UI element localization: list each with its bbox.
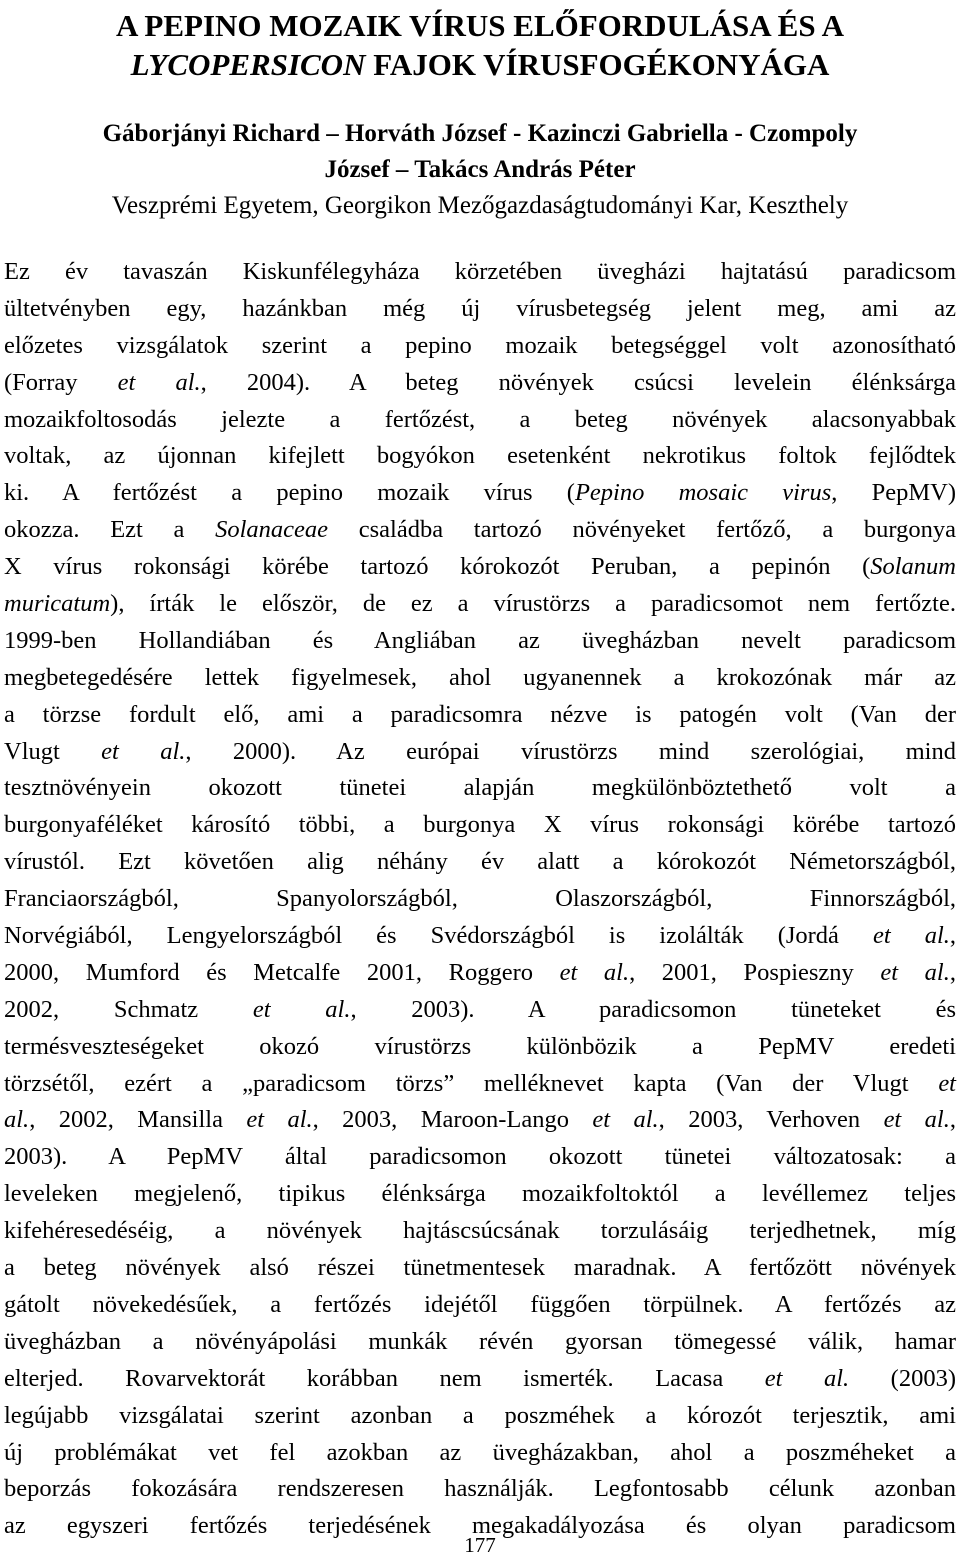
text-line (4, 734, 956, 771)
text-run: Vlugt (4, 737, 102, 765)
italic-citation: et al. (559, 958, 630, 986)
text-line: gátolt növekedésűek, a fertőzés idejétől függően törpülnek. A fertőzés az (4, 1290, 956, 1318)
text-line (4, 365, 956, 402)
italic-species: muricatum (4, 590, 111, 618)
text-line (4, 475, 956, 512)
italic-citation: et al. (101, 737, 186, 765)
text-line: a törzse fordult elő, ami a paradicsomra nézve is patogén volt (Van der (4, 700, 956, 728)
title-line-2-rest: FAJOK VÍRUSFOGÉKONYÁGA (365, 47, 830, 82)
text-line (4, 992, 956, 1029)
text-run: , 2003, Maroon-Lango (312, 1106, 593, 1134)
text-line: Ez év tavaszán Kiskunfélegyháza körzetében üvegházi hajtatású paradicsom (4, 258, 956, 285)
text-line: a beteg növények alsó részei tünetmentesek maradnak. A fertőzött növények (4, 1254, 956, 1282)
text-run: 2002, Schmatz (4, 995, 253, 1023)
text-line: burgonyaféléket károsító többi, a burgonya X vírus rokonsági körébe tartozó (4, 811, 956, 839)
text-run: (2003) (849, 1364, 956, 1392)
body-paragraph (4, 254, 956, 1545)
text-line: 1999-ben Hollandiában és Angliában az üvegházban nevelt paradicsom (4, 626, 956, 654)
author-list (0, 116, 960, 188)
text-line: mozaikfoltosodás jelezte a fertőzést, a beteg növények alacsonyabbak (4, 405, 956, 433)
affiliation: Veszprémi Egyetem, Georgikon Mezőgazdaságtudományi Kar, Keszthely (111, 192, 849, 219)
text-run: , 2002, Mansilla (29, 1106, 247, 1134)
italic-family: Solanaceae (215, 516, 329, 544)
italic-citation: et al. (592, 1106, 659, 1134)
text-run: , (949, 922, 956, 950)
authors-line-1: Gáborjányi Richard – Horváth József - Kazinczi Gabriella - Czompoly (102, 120, 858, 147)
text-line: tesztnövényein okozott tünetei alapján megkülönböztethető volt a (4, 774, 956, 802)
title-line-2 (0, 45, 960, 84)
text-line: új problémákat vet fel azokban az üvegházakban, ahol a poszméheket a (4, 1438, 956, 1466)
text-run: okozza. Ezt a (4, 516, 216, 544)
text-run: Norvégiából, Lengyelországból és Svédországból is izolálták (Jordá (4, 922, 873, 950)
italic-citation: et al. (872, 922, 950, 950)
text-line: vírustól. Ezt követően alig néhány év alatt a kórokozót Németországból, (4, 848, 956, 876)
title-line-1: A PEPINO MOZAIK VÍRUS ELŐFORDULÁSA ÉS A (115, 8, 845, 43)
text-line: az egyszeri fertőzés terjedésének megakadályozása és olyan paradicsom (4, 1512, 956, 1540)
text-line (4, 1361, 956, 1398)
text-line (4, 955, 956, 992)
text-line: legújabb vizsgálatai szerint azonban a poszméhek a kórozót terjesztik, ami (4, 1401, 956, 1429)
text-line: voltak, az újonnan kifejlett bogyókon esetenként nekrotikus foltok fejlődtek (4, 442, 956, 470)
text-run: , 2004). A beteg növények csúcsi levelein élénksárga (200, 368, 956, 396)
text-run: ), írták le először, de ez a vírustörzs a paradicsomot nem fertőzte. (110, 590, 956, 618)
italic-citation: et al. (246, 1106, 313, 1134)
text-run: , (949, 958, 956, 986)
text-line: megbetegedésére lettek figyelmesek, ahol ugyanennek a krokozónak már az (4, 663, 956, 691)
text-line: termésveszteségeket okozó vírustörzs különbözik a PepMV eredeti (4, 1032, 956, 1060)
text-line: beporzás fokozására rendszeresen használják. Legfontosabb célunk azonban (4, 1475, 956, 1503)
text-line: kifehéresedéséig, a növények hajtáscsúcsának torzulásáig terjedhetnek, míg (4, 1217, 956, 1245)
authors-line-2: József – Takács András Péter (324, 156, 636, 183)
italic-citation: et al. (880, 958, 950, 986)
text-run: törzsétől, ezért a „paradicsom törzs” melléknevet kapta (Van der Vlugt (4, 1069, 939, 1097)
text-run: elterjed. Rovarvektorát korábban nem ismerték. Lacasa (4, 1364, 765, 1392)
title-italic-genus: LYCOPERSICON (130, 47, 366, 82)
text-line: 2003). A PepMV által paradicsomon okozott tünetei változatosak: a (4, 1143, 956, 1171)
text-run: , 2000). Az európai vírustörzs mind szerológiai, mind (185, 737, 956, 765)
text-run: családba tartozó növényeket fertőző, a burgonya (328, 516, 956, 544)
text-run: , PepMV) (831, 479, 956, 507)
text-line: üvegházban a növényápolási munkák révén gyorsan tömegessé válik, hamar (4, 1327, 956, 1355)
text-run: X vírus rokonsági körébe tartozó kórokozót Peruban, a pepinón ( (4, 553, 871, 581)
italic-species: Solanum (870, 553, 956, 581)
text-run: , 2003). A paradicsomon tüneteket és (350, 995, 956, 1023)
italic-citation: et al. (883, 1106, 950, 1134)
italic-citation: et al. (252, 995, 351, 1023)
text-line (4, 512, 956, 549)
text-line: leveleken megjelenő, tipikus élénksárga mozaikfoltoktól a levéllemez teljes (4, 1180, 956, 1208)
italic-citation: et al. (764, 1364, 850, 1392)
text-run: , (949, 1106, 956, 1134)
text-run: 2000, Mumford és Metcalfe 2001, Roggero (4, 958, 560, 986)
text-line (4, 549, 956, 586)
text-run: (Forray (4, 368, 118, 396)
text-line (4, 586, 956, 623)
page-number: 177 (464, 1533, 496, 1557)
text-line (4, 918, 956, 955)
italic-citation: et (938, 1069, 956, 1097)
text-line: Franciaországból, Spanyolországból, Olaszországból, Finnországból, (4, 885, 956, 913)
italic-citation: et al. (117, 368, 201, 396)
paper-title (0, 6, 960, 84)
italic-species: Pepino mosaic virus (574, 479, 832, 507)
text-line (4, 1102, 956, 1139)
text-run: , 2003, Verhoven (658, 1106, 884, 1134)
text-run: , 2001, Pospieszny (629, 958, 881, 986)
text-line (4, 1066, 956, 1103)
text-run: ki. A fertőzést a pepino mozaik vírus ( (4, 479, 575, 507)
text-line: ültetvényben egy, hazánkban még új vírusbetegség jelent meg, ami az (4, 294, 956, 322)
italic-citation: al. (4, 1106, 30, 1134)
text-line: előzetes vizsgálatok szerint a pepino mozaik betegséggel volt azonosítható (4, 331, 956, 359)
